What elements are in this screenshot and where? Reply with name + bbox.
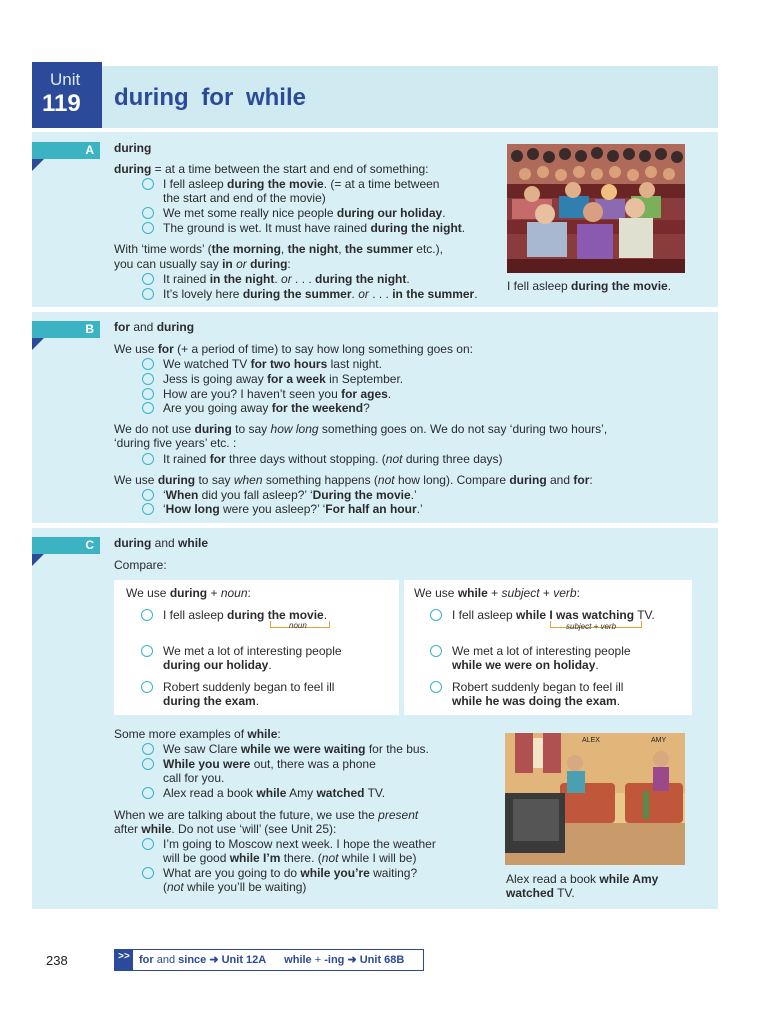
example-line: While you were out, there was a phone	[163, 757, 376, 771]
tab-corner	[32, 338, 44, 350]
explanation: We do not use during to say how long something goes on. We do not say ‘during two hours’,	[114, 422, 608, 436]
example-line: I’m going to Moscow next week. I hope the weather	[163, 837, 436, 851]
during-compare-box	[114, 580, 399, 715]
bullet	[141, 681, 153, 693]
bullet	[430, 681, 442, 693]
section-a-heading: during	[114, 141, 152, 155]
example-line: It’s lovely here during the summer. or . . . in the summer.	[163, 287, 478, 301]
amy-label: AMY	[651, 737, 667, 744]
image-caption: I fell asleep during the movie.	[507, 279, 672, 293]
while-compare-box	[404, 580, 692, 715]
bullet	[141, 645, 153, 657]
bullet	[142, 743, 154, 755]
example-line: Are you going away for the weekend?	[163, 401, 370, 415]
example-line: I fell asleep while I was watching TV.	[452, 608, 655, 622]
example-line: We met a lot of interesting people	[452, 644, 631, 658]
example-line: will be good while I’m there. (not while I will be)	[163, 851, 417, 865]
example-line: (not while you’ll be waiting)	[163, 880, 307, 894]
bullet	[142, 358, 154, 370]
alex-label: ALEX	[582, 737, 600, 744]
bullet	[142, 222, 154, 234]
example-line: I fell asleep during the movie.	[163, 608, 328, 622]
example-line: We saw Clare while we were waiting for the bus.	[163, 742, 429, 756]
explanation: When we are talking about the future, we use the present	[114, 808, 419, 822]
tv-room-illustration	[505, 733, 685, 865]
example-line: Robert suddenly began to feel ill	[163, 680, 335, 694]
bullet	[142, 503, 154, 515]
cross-reference-box	[114, 949, 424, 971]
bullet	[142, 373, 154, 385]
bullet	[142, 867, 154, 879]
explanation: We use for (+ a period of time) to say how long something goes on:	[114, 342, 473, 356]
explanation: We use during to say when something happens (not how long). Compare during and for:	[114, 473, 593, 487]
bullet	[141, 609, 153, 621]
example-line: Jess is going away for a week in September.	[163, 372, 404, 386]
example-line: during the exam.	[163, 694, 260, 708]
bullet	[142, 758, 154, 770]
example-line: Alex read a book while Amy watched TV.	[163, 786, 386, 800]
example-line: The ground is wet. It must have rained during the night.	[163, 221, 466, 235]
bullet	[430, 645, 442, 657]
unit-badge	[32, 62, 102, 128]
page-title: during for while	[114, 84, 306, 111]
example-line: We met a lot of interesting people	[163, 644, 342, 658]
explanation: With ‘time words’ (the morning, the night, the summer etc.),	[114, 242, 443, 256]
section-c-tab: C	[32, 537, 100, 554]
example-line: It rained for three days without stopping. (not during three days)	[163, 452, 503, 466]
subject-verb-label: subject + verb	[566, 622, 617, 631]
section-a-tab: A	[32, 142, 100, 159]
bullet	[142, 453, 154, 465]
example-line: What are you going to do while you’re waiting?	[163, 866, 418, 880]
example-line: We met some really nice people during our holiday.	[163, 206, 446, 220]
bullet	[142, 207, 154, 219]
tab-corner	[32, 159, 44, 171]
box-heading: We use during + noun:	[126, 586, 251, 600]
definition: during = at a time between the start and end of something:	[114, 162, 429, 176]
section-b-heading: for and during	[114, 320, 195, 334]
explanation: Some more examples of while:	[114, 727, 281, 741]
image-caption: Alex read a book while Amy	[506, 872, 659, 886]
explanation: you can usually say in or during:	[114, 257, 291, 271]
bullet	[142, 288, 154, 300]
section-c-heading: during and while	[114, 536, 209, 550]
page-number: 238	[46, 953, 68, 968]
example-line: while we were on holiday.	[452, 658, 599, 672]
example-line: We watched TV for two hours last night.	[163, 357, 382, 371]
example-line: while he was doing the exam.	[452, 694, 621, 708]
explanation: ‘during five years’ etc. :	[114, 436, 237, 450]
unit-number: 119	[42, 90, 81, 117]
explanation: after while. Do not use ‘will’ (see Unit 25):	[114, 822, 337, 836]
example-line: ‘When did you fall asleep?’ ‘During the movie.’	[163, 488, 417, 502]
unit-label: Unit	[50, 70, 81, 89]
box-heading: We use while + subject + verb:	[414, 586, 580, 600]
noun-label: noun	[289, 621, 307, 630]
example-line: during our holiday.	[163, 658, 272, 672]
example-line: call for you.	[163, 771, 225, 785]
section-b-tab: B	[32, 321, 100, 338]
tab-corner	[32, 554, 44, 566]
double-chevron-icon: >>	[115, 950, 133, 970]
cinema-illustration	[507, 144, 685, 273]
example-line: the start and end of the movie)	[163, 191, 326, 205]
bullet	[142, 388, 154, 400]
section-a	[32, 132, 718, 307]
compare-label: Compare:	[114, 558, 167, 572]
image-caption: watched TV.	[506, 886, 575, 900]
example-line: I fell asleep during the movie. (= at a time between	[163, 177, 440, 191]
bullet	[142, 273, 154, 285]
bullet	[142, 787, 154, 799]
example-line: How are you? I haven’t seen you for ages.	[163, 387, 392, 401]
bullet	[430, 609, 442, 621]
cross-references[interactable]: for and since ➜ Unit 12A while + -ing ➜ Unit 68B	[139, 954, 405, 966]
example-line: ‘How long were you asleep?’ ‘For half an hour.’	[163, 502, 423, 516]
title-bar	[102, 66, 718, 128]
section-b	[32, 312, 718, 523]
bullet	[142, 489, 154, 501]
section-c	[32, 528, 718, 909]
bullet	[142, 178, 154, 190]
example-line: Robert suddenly began to feel ill	[452, 680, 624, 694]
bullet	[142, 838, 154, 850]
bullet	[142, 402, 154, 414]
example-line: It rained in the night. or . . . during the night.	[163, 272, 410, 286]
